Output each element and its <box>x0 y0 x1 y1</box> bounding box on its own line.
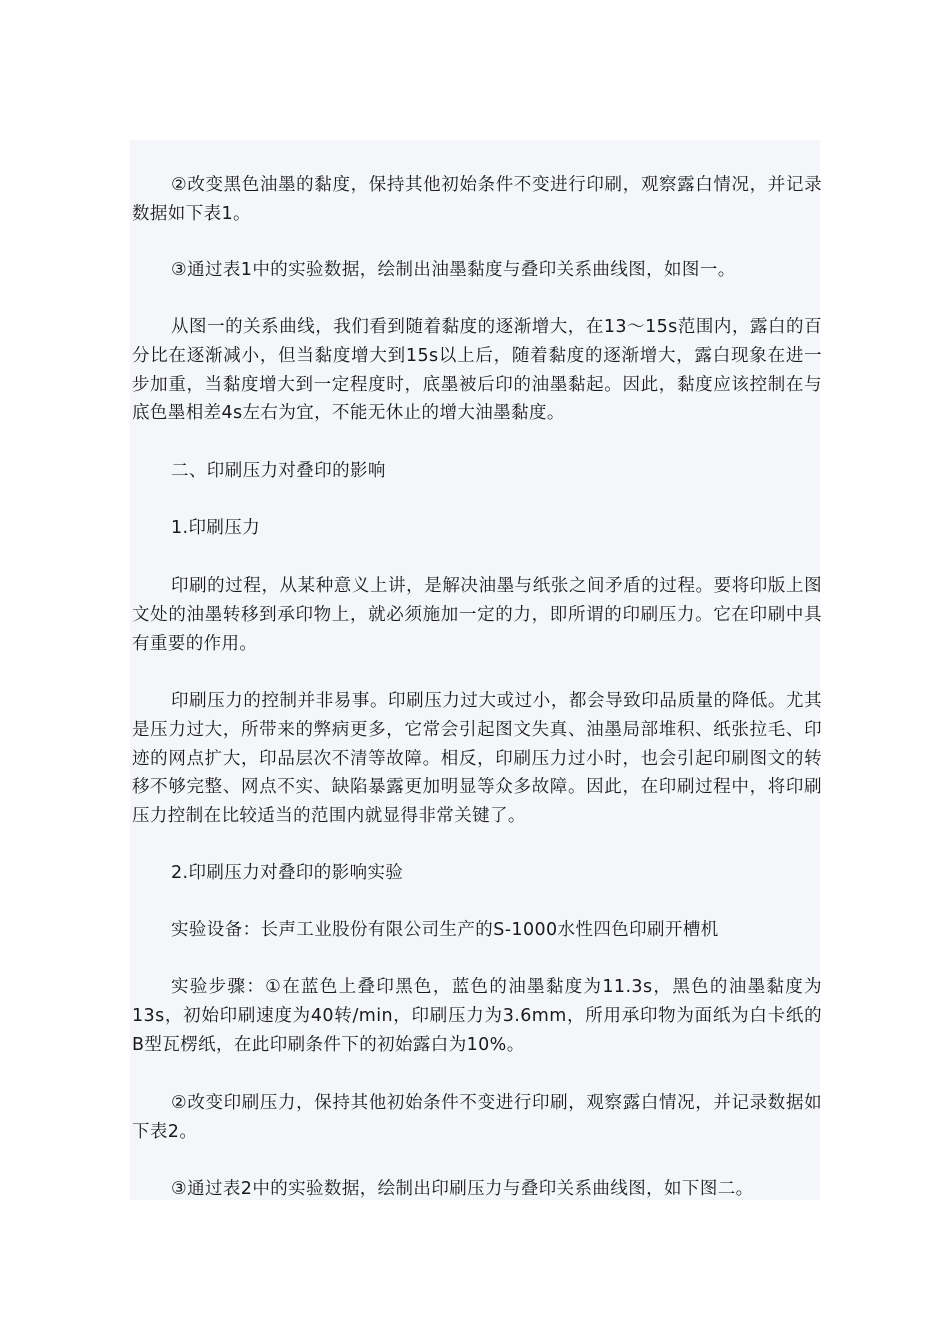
subheading-pressure-experiment: 2.印刷压力对叠印的影响实验 <box>171 863 404 883</box>
paragraph-plot-pressure-curve: ③通过表2中的实验数据，绘制出印刷压力与叠印关系曲线图，如下图二。 <box>171 1179 754 1199</box>
paragraph-printing-process: 印刷的过程，从某种意义上讲，是解决油墨与纸张之间矛盾的过程。要将印版上图文处的油墨转移到承印物上，就必须施加一定的力，即所谓的印刷压力。它在印刷中具有重要的作用。 <box>132 576 822 654</box>
section-heading-printing-pressure: 二、印刷压力对叠印的影响 <box>171 461 386 481</box>
paragraph-viscosity-analysis: 从图一的关系曲线，我们看到随着黏度的逐渐增大，在13～15s范围内，露白的百分比在逐渐减小，但当黏度增大到15s以上后，随着黏度的逐渐增大，露白现象在进一步加重，当黏度增大到一定程度时，底墨被后印的油墨黏起。因此，黏度应该控制在与底色墨相差4s左右为宜，不能无休止的增大油墨黏度。 <box>132 317 822 424</box>
paragraph-experiment-steps: 实验步骤：①在蓝色上叠印黑色，蓝色的油墨黏度为11.3s，黑色的油墨黏度为13s，初始印刷速度为40转/min，印刷压力为3.6mm，所用承印物为面纸为白卡纸的B型瓦楞纸，在此印刷条件下的初始露白为10%。 <box>132 977 822 1055</box>
paragraph-plot-viscosity-curve: ③通过表1中的实验数据，绘制出油墨黏度与叠印关系曲线图，如图一。 <box>171 260 736 280</box>
paragraph-change-black-ink-viscosity: ②改变黑色油墨的黏度，保持其他初始条件不变进行印刷，观察露白情况，并记录数据如下表1。 <box>132 175 822 224</box>
subheading-printing-pressure: 1.印刷压力 <box>171 518 261 538</box>
paragraph-change-pressure: ②改变印刷压力，保持其他初始条件不变进行印刷，观察露白情况，并记录数据如下表2。 <box>132 1093 822 1142</box>
paragraph-experiment-equipment: 实验设备：长声工业股份有限公司生产的S-1000水性四色印刷开槽机 <box>171 920 719 940</box>
paragraph-pressure-control: 印刷压力的控制并非易事。印刷压力过大或过小，都会导致印品质量的降低。尤其是压力过大，所带来的弊病更多，它常会引起图文失真、油墨局部堆积、纸张拉毛、印迹的网点扩大，印品层次不清等故障。相反，印刷压力过小时，也会引起印刷图文的转移不够完整、网点不实、缺陷暴露更加明显等众多故障。因此，在印刷过程中，将印刷压力控制在比较适当的范围内就显得非常关键了。 <box>132 691 822 827</box>
